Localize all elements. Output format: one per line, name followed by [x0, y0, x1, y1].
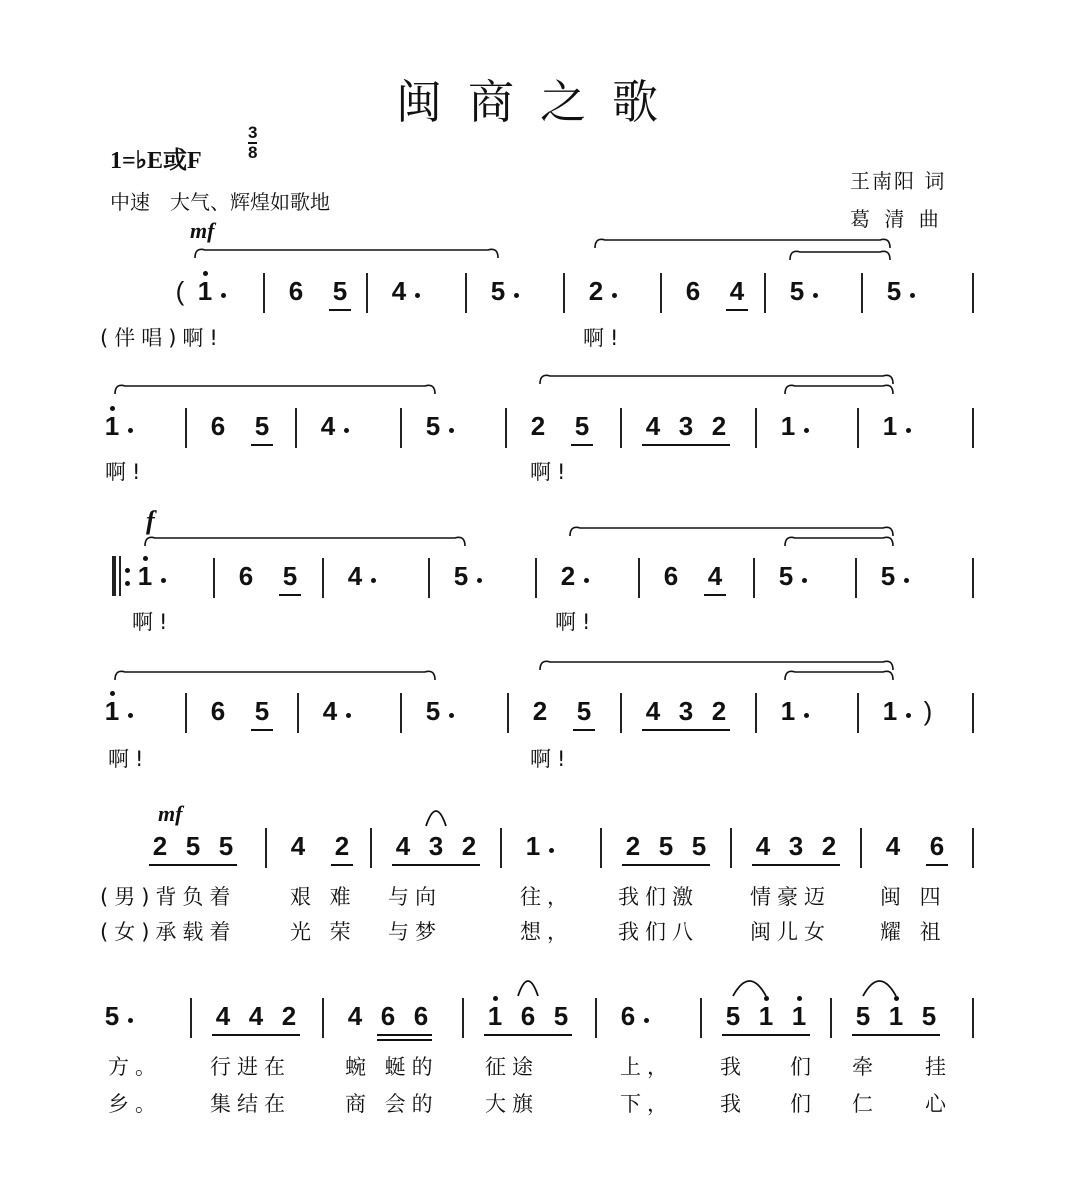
- note: 1: [791, 1001, 807, 1031]
- note: 4: [322, 696, 338, 726]
- lyric: 啊!: [530, 747, 572, 771]
- slur: [785, 537, 893, 546]
- underline: [573, 729, 595, 731]
- augmentation-dot: [371, 578, 376, 583]
- underline: [279, 594, 301, 596]
- note: 5: [553, 1001, 569, 1031]
- lyric: (伴唱)啊!: [100, 326, 224, 350]
- slur: [540, 375, 893, 384]
- note: 5: [725, 1001, 741, 1031]
- tie: [426, 811, 446, 826]
- high-octave-dot: [797, 996, 802, 1001]
- lyric: 与向: [388, 885, 442, 909]
- high-octave-dot: [203, 271, 208, 276]
- barline: [972, 693, 974, 733]
- note: 5: [490, 276, 506, 306]
- barline: [213, 558, 215, 598]
- augmentation-dot: [514, 293, 519, 298]
- lyric: 我: [720, 1092, 747, 1116]
- underline: [852, 1034, 940, 1036]
- dynamic-f: f: [146, 506, 155, 535]
- note: 3: [678, 696, 694, 726]
- barline: [730, 828, 732, 868]
- barline: [972, 998, 974, 1038]
- barline: [535, 558, 537, 598]
- barline: [505, 408, 507, 448]
- tie: [863, 981, 896, 996]
- underline: [622, 864, 710, 866]
- slur: [115, 385, 435, 394]
- lyric: 我: [720, 1055, 747, 1079]
- barline: [861, 273, 863, 313]
- time-bottom: 8: [248, 143, 258, 162]
- note: 1: [888, 1001, 904, 1031]
- barline: [972, 408, 974, 448]
- barline: [972, 273, 974, 313]
- lyric: 行进在: [210, 1055, 291, 1079]
- slur: [145, 537, 465, 546]
- note: 4: [248, 1001, 264, 1031]
- barline: [755, 408, 757, 448]
- underline: [251, 729, 273, 731]
- note: 4: [347, 561, 363, 591]
- note: 3: [678, 411, 694, 441]
- note: 6: [620, 1001, 636, 1031]
- barline: [295, 408, 297, 448]
- tie: [518, 981, 538, 996]
- note: 2: [560, 561, 576, 591]
- augmentation-dot: [804, 713, 809, 718]
- barline: [322, 558, 324, 598]
- lyric: 我们八: [618, 920, 699, 944]
- lyric: 们: [790, 1055, 817, 1079]
- lyric: 想，: [520, 920, 574, 944]
- barline: [185, 693, 187, 733]
- note: 6: [685, 276, 701, 306]
- barline: [462, 998, 464, 1038]
- augmentation-dot: [813, 293, 818, 298]
- lyric: (男)背负着: [100, 885, 237, 909]
- augmentation-dot: [904, 578, 909, 583]
- note: 1: [780, 696, 796, 726]
- note: 5: [425, 696, 441, 726]
- lyric: 牵: [852, 1055, 879, 1079]
- note: 4: [215, 1001, 231, 1031]
- underline: [571, 444, 593, 446]
- augmentation-dot: [802, 578, 807, 583]
- underline: [642, 444, 730, 446]
- barline: [855, 558, 857, 598]
- note: 2: [461, 831, 477, 861]
- note: 5: [921, 1001, 937, 1031]
- underline: [149, 864, 237, 866]
- note: 5: [218, 831, 234, 861]
- slur: [115, 671, 435, 680]
- lyric: 集结在: [210, 1092, 291, 1116]
- high-octave-dot: [143, 556, 148, 561]
- underline: [926, 864, 948, 866]
- note: 5: [282, 561, 298, 591]
- barline: [297, 693, 299, 733]
- augmentation-dot: [644, 1018, 649, 1023]
- lyric: (女)承载着: [100, 920, 237, 944]
- note: 5: [332, 276, 348, 306]
- note: 5: [574, 411, 590, 441]
- barline: [972, 828, 974, 868]
- lyric: 闽儿女: [750, 920, 831, 944]
- lyric: 啊!: [530, 460, 572, 484]
- underline: [212, 1034, 300, 1036]
- note: 2: [152, 831, 168, 861]
- note: 5: [185, 831, 201, 861]
- lyric: 艰 难: [290, 885, 357, 909]
- note: 5: [453, 561, 469, 591]
- augmentation-dot: [128, 1018, 133, 1023]
- barline: [764, 273, 766, 313]
- open-paren: (: [175, 276, 185, 306]
- lyric: 乡。: [108, 1092, 162, 1116]
- note: 2: [711, 696, 727, 726]
- augmentation-dot: [346, 713, 351, 718]
- lyric: 情豪迈: [750, 885, 831, 909]
- augmentation-dot: [449, 713, 454, 718]
- slur: [790, 251, 890, 260]
- lyric: 方。: [108, 1055, 162, 1079]
- note: 6: [520, 1001, 536, 1031]
- slur: [570, 527, 893, 536]
- barline: [507, 693, 509, 733]
- repeat-dot: [125, 581, 130, 586]
- barline: [620, 693, 622, 733]
- augmentation-dot: [344, 428, 349, 433]
- note: 5: [576, 696, 592, 726]
- barline: [755, 693, 757, 733]
- note: 5: [855, 1001, 871, 1031]
- note: 5: [254, 696, 270, 726]
- augmentation-dot: [161, 578, 166, 583]
- note: 1: [197, 276, 213, 306]
- key-signature: 1=♭E或F: [110, 148, 202, 174]
- dynamic-mf: mf: [158, 801, 183, 826]
- high-octave-dot: [110, 691, 115, 696]
- note: 5: [880, 561, 896, 591]
- slur: [785, 385, 893, 394]
- note: 6: [663, 561, 679, 591]
- note: 6: [288, 276, 304, 306]
- augmentation-dot: [128, 428, 133, 433]
- note: 5: [658, 831, 674, 861]
- augmentation-dot: [906, 713, 911, 718]
- lyricist: 王南阳 词: [850, 169, 947, 193]
- barline: [595, 998, 597, 1038]
- note: 2: [625, 831, 641, 861]
- note: 1: [525, 831, 541, 861]
- lyric: 啊!: [132, 610, 174, 634]
- barline: [366, 273, 368, 313]
- slur: [540, 661, 893, 670]
- tempo-marking: 中速 大气、辉煌如歌地: [110, 190, 330, 214]
- tie: [733, 981, 766, 996]
- barline: [263, 273, 265, 313]
- underline: [752, 864, 840, 866]
- composer: 葛 清 曲: [850, 207, 943, 231]
- lyric: 征途: [485, 1055, 539, 1079]
- repeat-barline-thick: [112, 556, 116, 596]
- repeat-dot: [125, 568, 130, 573]
- note: 6: [238, 561, 254, 591]
- note: 4: [645, 696, 661, 726]
- augmentation-dot: [221, 293, 226, 298]
- augmentation-dot: [910, 293, 915, 298]
- barline: [322, 998, 324, 1038]
- lyric: 啊!: [108, 747, 150, 771]
- augmentation-dot: [584, 578, 589, 583]
- underline: [329, 309, 351, 311]
- note: 4: [320, 411, 336, 441]
- note: 1: [882, 411, 898, 441]
- augmentation-dot: [906, 428, 911, 433]
- augmentation-dot: [415, 293, 420, 298]
- note: 1: [137, 561, 153, 591]
- note: 1: [882, 696, 898, 726]
- underline: [377, 1039, 432, 1041]
- augmentation-dot: [549, 848, 554, 853]
- augmentation-dot: [449, 428, 454, 433]
- note: 4: [755, 831, 771, 861]
- note: 1: [780, 411, 796, 441]
- note: 4: [885, 831, 901, 861]
- underline: [377, 1034, 432, 1036]
- dynamic-mf: mf: [190, 218, 215, 243]
- underline: [704, 594, 726, 596]
- slur: [595, 239, 890, 248]
- note: 1: [487, 1001, 503, 1031]
- note: 5: [789, 276, 805, 306]
- note: 1: [758, 1001, 774, 1031]
- lyric: 心: [925, 1092, 952, 1116]
- augmentation-dot: [612, 293, 617, 298]
- lyric: 啊!: [555, 610, 597, 634]
- barline: [185, 408, 187, 448]
- lyric: 们: [790, 1092, 817, 1116]
- slur: [785, 671, 893, 680]
- underline: [642, 729, 730, 731]
- underline: [722, 1034, 810, 1036]
- note: 5: [425, 411, 441, 441]
- note: 6: [413, 1001, 429, 1031]
- barline: [400, 408, 402, 448]
- note: 6: [380, 1001, 396, 1031]
- note: 4: [290, 831, 306, 861]
- note: 5: [778, 561, 794, 591]
- barline: [428, 558, 430, 598]
- lyric: 下，: [620, 1092, 674, 1116]
- note: 4: [347, 1001, 363, 1031]
- close-paren: ): [923, 696, 933, 726]
- note: 4: [645, 411, 661, 441]
- note: 2: [334, 831, 350, 861]
- note: 2: [281, 1001, 297, 1031]
- high-octave-dot: [764, 996, 769, 1001]
- lyric: 耀 祖: [880, 920, 947, 944]
- note: 5: [886, 276, 902, 306]
- barline: [190, 998, 192, 1038]
- note: 2: [711, 411, 727, 441]
- lyric: 我们激: [618, 885, 699, 909]
- note: 5: [104, 1001, 120, 1031]
- note: 4: [395, 831, 411, 861]
- note: 2: [588, 276, 604, 306]
- barline: [857, 408, 859, 448]
- note: 5: [691, 831, 707, 861]
- augmentation-dot: [477, 578, 482, 583]
- augmentation-dot: [128, 713, 133, 718]
- augmentation-dot: [804, 428, 809, 433]
- note: 3: [428, 831, 444, 861]
- note: 6: [210, 696, 226, 726]
- note: 2: [821, 831, 837, 861]
- barline: [370, 828, 372, 868]
- note: 6: [929, 831, 945, 861]
- barline: [265, 828, 267, 868]
- note: 4: [391, 276, 407, 306]
- lyric: 挂: [925, 1055, 952, 1079]
- underline: [251, 444, 273, 446]
- note: 1: [104, 696, 120, 726]
- barline: [563, 273, 565, 313]
- underline: [331, 864, 353, 866]
- barline: [600, 828, 602, 868]
- repeat-barline-thin: [119, 556, 121, 596]
- high-octave-dot: [110, 406, 115, 411]
- lyric: 光 荣: [290, 920, 357, 944]
- lyric: 与梦: [388, 920, 442, 944]
- underline: [726, 309, 748, 311]
- lyric: 大旗: [485, 1092, 539, 1116]
- barline: [620, 408, 622, 448]
- lyric: 上，: [620, 1055, 674, 1079]
- high-octave-dot: [894, 996, 899, 1001]
- note: 5: [254, 411, 270, 441]
- note: 4: [707, 561, 723, 591]
- high-octave-dot: [493, 996, 498, 1001]
- underline: [484, 1034, 572, 1036]
- barline: [465, 273, 467, 313]
- lyric: 蜿 蜒的: [345, 1055, 439, 1079]
- time-top: 3: [248, 123, 258, 142]
- barline: [860, 828, 862, 868]
- barline: [660, 273, 662, 313]
- lyric: 啊!: [583, 326, 625, 350]
- note: 3: [788, 831, 804, 861]
- note: 2: [532, 696, 548, 726]
- barline: [400, 693, 402, 733]
- underline: [392, 864, 480, 866]
- song-title: 闽商之歌: [396, 75, 684, 129]
- lyric: 仁: [852, 1092, 879, 1116]
- barline: [500, 828, 502, 868]
- lyric: 往，: [520, 885, 574, 909]
- slur: [195, 249, 498, 258]
- lyric: 啊!: [105, 460, 147, 484]
- note: 4: [729, 276, 745, 306]
- note: 1: [104, 411, 120, 441]
- barline: [753, 558, 755, 598]
- barline: [638, 558, 640, 598]
- barline: [972, 558, 974, 598]
- note: 2: [530, 411, 546, 441]
- lyric: 商 会的: [345, 1092, 439, 1116]
- lyric: 闽 四: [880, 885, 947, 909]
- note: 6: [210, 411, 226, 441]
- barline: [700, 998, 702, 1038]
- barline: [830, 998, 832, 1038]
- barline: [857, 693, 859, 733]
